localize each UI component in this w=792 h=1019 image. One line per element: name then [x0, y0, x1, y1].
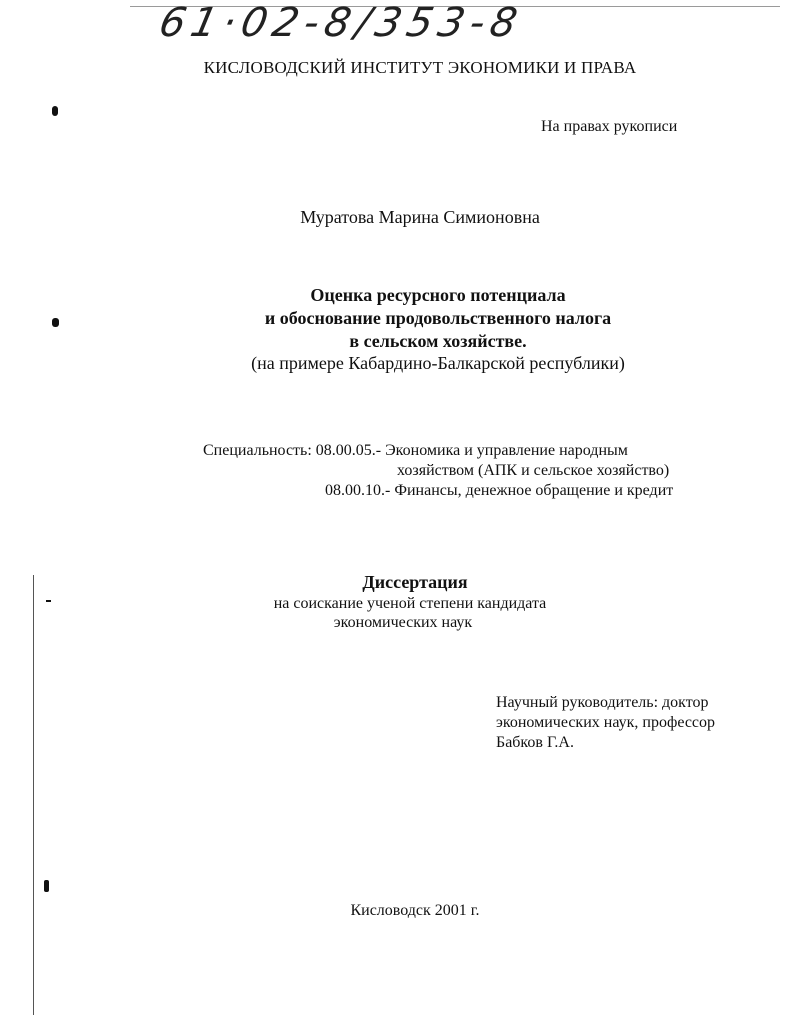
author-name: Муратова Марина Симионовна — [300, 207, 540, 227]
supervisor-line-2: экономических наук, профессор — [496, 714, 716, 731]
scan-speck — [52, 106, 58, 116]
rights-note: На правах рукописи — [541, 118, 678, 135]
title-line-2: и обоснование продовольственного налога — [264, 308, 612, 328]
dissertation-heading: Диссертация — [362, 572, 468, 592]
specialty-line-3: 08.00.10.- Финансы, денежное обращение и кредит — [325, 482, 674, 499]
scan-speck — [44, 880, 49, 892]
scan-artifact-left-line — [33, 575, 34, 1015]
supervisor-line-3: Бабков Г.А. — [496, 734, 574, 751]
city-year: Кисловодск 2001 г. — [350, 902, 480, 919]
dissertation-line-1: на соискание ученой степени кандидата — [273, 595, 547, 612]
title-line-3: в сельском хозяйстве. — [349, 331, 527, 351]
institute-name: КИСЛОВОДСКИЙ ИНСТИТУТ ЭКОНОМИКИ И ПРАВА — [203, 58, 637, 77]
specialty-line-1: Специальность: 08.00.05.- Экономика и управление народным — [203, 442, 628, 459]
handwritten-archive-code: 61·02-8/353-8 — [155, 0, 527, 46]
dissertation-line-2: экономических наук — [333, 614, 473, 631]
title-line-1: Оценка ресурсного потенциала — [310, 285, 566, 305]
title-subtitle: (на примере Кабардино-Балкарской республики) — [251, 353, 625, 373]
supervisor-line-1: Научный руководитель: доктор — [496, 694, 709, 711]
specialty-line-2: хозяйством (АПК и сельское хозяйство) — [397, 462, 670, 479]
